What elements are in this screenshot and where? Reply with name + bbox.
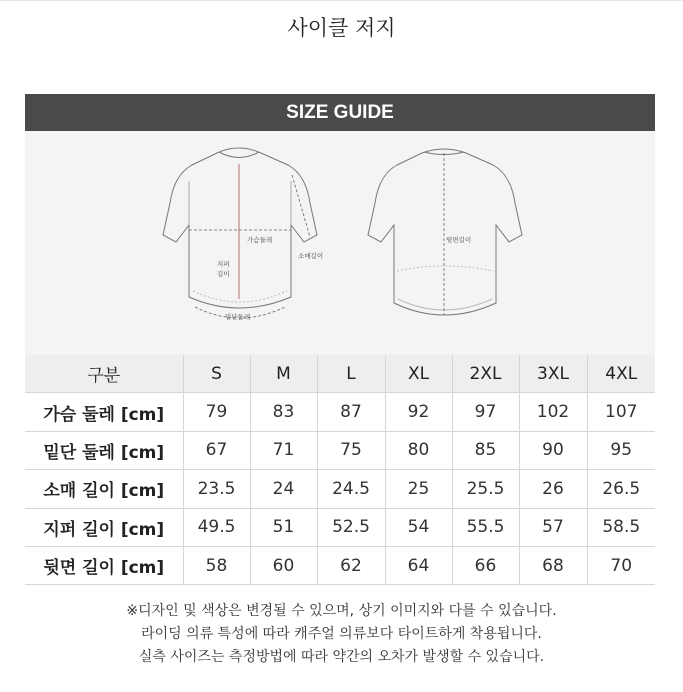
table-cell: 24.5 — [317, 470, 385, 508]
table-cell: 64 — [385, 546, 452, 584]
size-guide-banner: SIZE GUIDE — [25, 94, 655, 131]
table-cell: 26 — [519, 470, 587, 508]
row-label: 밑단 둘레 [cm] — [25, 431, 183, 469]
sleeve-label: 소매길이 — [298, 252, 324, 260]
notes — [0, 600, 683, 669]
hem-label: 밑단둘레 — [225, 313, 251, 321]
table-row — [25, 470, 655, 508]
table-cell: 26.5 — [587, 470, 655, 508]
row-label: 지퍼 길이 [cm] — [25, 508, 183, 546]
table-cell: 49.5 — [183, 508, 250, 546]
header-size-3xl: 3XL — [519, 355, 587, 393]
table-cell: 67 — [183, 431, 250, 469]
table-cell: 54 — [385, 508, 452, 546]
table-cell: 102 — [519, 393, 587, 431]
table-row — [25, 393, 655, 431]
note-line: 실측 사이즈는 측정방법에 따라 약간의 오차가 발생할 수 있습니다. — [138, 649, 545, 665]
table-cell: 68 — [519, 546, 587, 584]
table-cell: 25 — [385, 470, 452, 508]
header-size-l: L — [317, 355, 385, 393]
table-cell: 92 — [385, 393, 452, 431]
table-cell: 85 — [452, 431, 519, 469]
header-size-4xl: 4XL — [587, 355, 655, 393]
note-line: ※디자인 및 색상은 변경될 수 있으며, 상기 이미지와 다를 수 있습니다. — [126, 603, 557, 619]
header-size-m: M — [250, 355, 317, 393]
table-cell: 97 — [452, 393, 519, 431]
table-cell: 55.5 — [452, 508, 519, 546]
top-divider — [0, 0, 683, 1]
zipper-label-1: 지퍼 — [217, 260, 230, 268]
back-jersey — [368, 149, 522, 315]
header-category: 구분 — [25, 355, 183, 393]
table-cell: 57 — [519, 508, 587, 546]
front-jersey — [163, 148, 317, 308]
table-cell: 58.5 — [587, 508, 655, 546]
table-cell: 60 — [250, 546, 317, 584]
table-header-row — [25, 355, 655, 393]
table-cell: 79 — [183, 393, 250, 431]
table-cell: 107 — [587, 393, 655, 431]
table-cell: 80 — [385, 431, 452, 469]
header-size-xl: XL — [385, 355, 452, 393]
header-size-2xl: 2XL — [452, 355, 519, 393]
table-cell: 66 — [452, 546, 519, 584]
table-cell: 71 — [250, 431, 317, 469]
table-cell: 70 — [587, 546, 655, 584]
table-cell: 58 — [183, 546, 250, 584]
jersey-illustration — [25, 131, 655, 355]
table-cell: 51 — [250, 508, 317, 546]
size-table — [25, 355, 655, 585]
row-label: 소매 길이 [cm] — [25, 470, 183, 508]
zipper-label-2: 길이 — [217, 270, 230, 278]
note-line: 라이딩 의류 특성에 따라 캐주얼 의류보다 타이트하게 착용됩니다. — [141, 626, 542, 642]
table-cell: 87 — [317, 393, 385, 431]
chest-label: 가슴둘레 — [247, 236, 273, 244]
back-label: 뒷면길이 — [446, 236, 472, 244]
jersey-diagram — [25, 131, 655, 355]
table-cell: 90 — [519, 431, 587, 469]
table-cell: 25.5 — [452, 470, 519, 508]
table-cell: 24 — [250, 470, 317, 508]
table-row — [25, 508, 655, 546]
row-label: 뒷면 길이 [cm] — [25, 546, 183, 584]
page-title: 사이클 저지 — [287, 16, 396, 40]
table-cell: 95 — [587, 431, 655, 469]
row-label: 가슴 둘레 [cm] — [25, 393, 183, 431]
table-row — [25, 546, 655, 584]
table-cell: 62 — [317, 546, 385, 584]
table-row — [25, 431, 655, 469]
header-size-s: S — [183, 355, 250, 393]
table-cell: 83 — [250, 393, 317, 431]
table-cell: 52.5 — [317, 508, 385, 546]
sleeve-measure-line — [292, 175, 310, 237]
table-cell: 23.5 — [183, 470, 250, 508]
table-cell: 75 — [317, 431, 385, 469]
